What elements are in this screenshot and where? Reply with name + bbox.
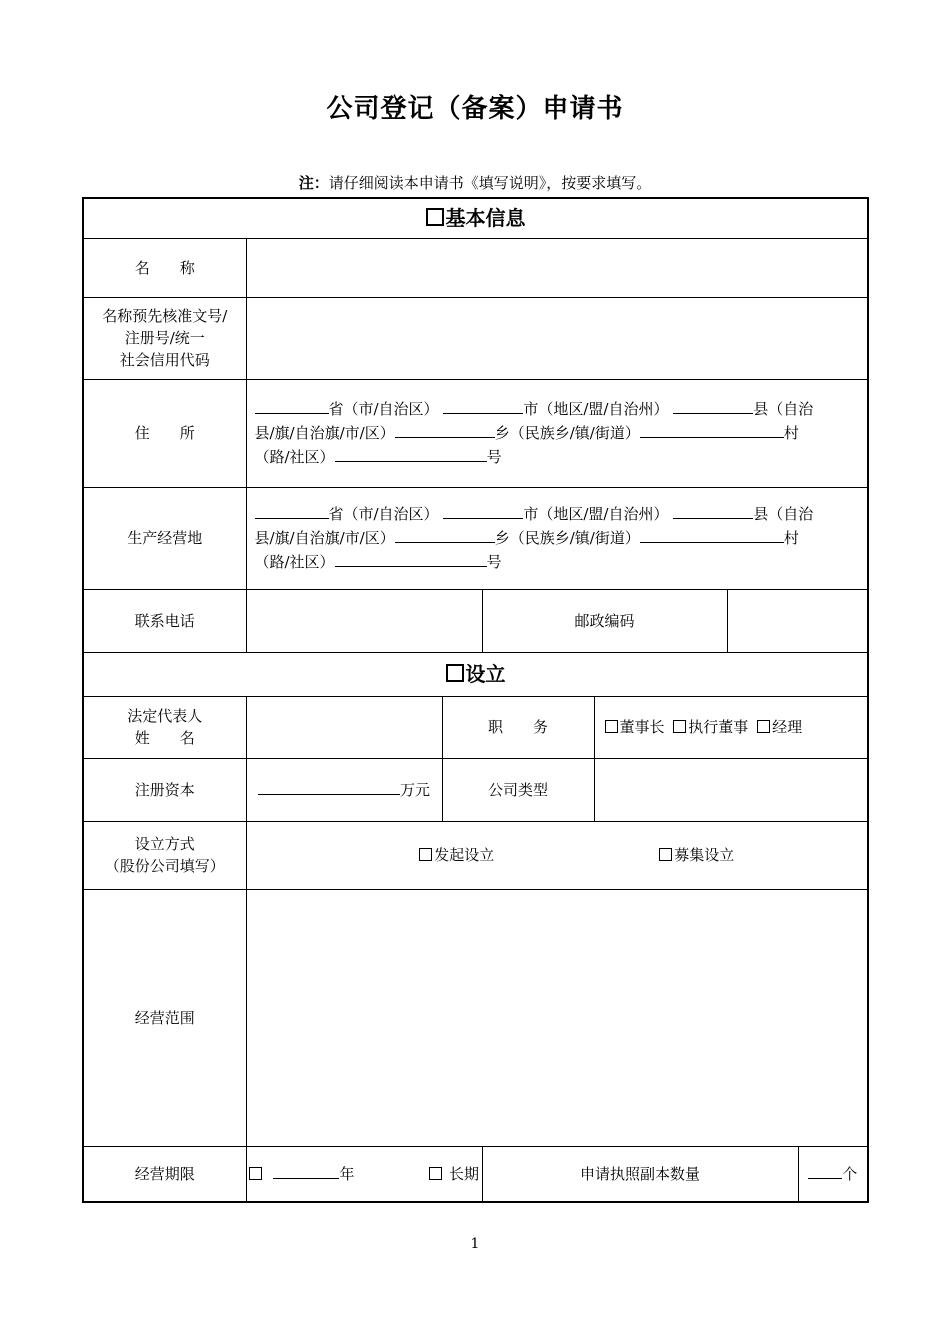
village-text: 村 [783, 529, 799, 547]
note-prefix: 注： [298, 174, 329, 192]
method-label [83, 821, 246, 889]
option-executive-director[interactable] [673, 718, 748, 736]
phone-field[interactable] [246, 589, 482, 652]
method-options [246, 821, 868, 889]
section-setup[interactable] [83, 652, 868, 696]
option-promotion[interactable] [317, 844, 597, 866]
county-blank[interactable] [673, 397, 753, 414]
domicile-address[interactable] [246, 379, 868, 487]
company-type-field[interactable] [594, 758, 868, 821]
county-text-cont: 县/旗/自治旗/市/区） [254, 529, 395, 547]
code-label [83, 297, 246, 379]
checkbox-icon[interactable] [605, 720, 618, 733]
section-basic-heading: 基本信息 [445, 206, 526, 231]
township-blank[interactable] [395, 526, 495, 543]
code-label-line-2: 注册号/统一 [124, 329, 205, 347]
checkbox-icon[interactable] [429, 1167, 442, 1180]
method-label-line-1: 设立方式 [134, 835, 195, 853]
scope-field[interactable] [246, 889, 868, 1146]
note-text: 请仔细阅读本申请书《填写说明》，按要求填写。 [328, 174, 652, 192]
city-blank[interactable] [443, 397, 523, 414]
page-number: 1 [470, 1236, 480, 1252]
number-text: 号 [486, 553, 502, 571]
option-manager[interactable] [757, 718, 802, 736]
copies-blank[interactable] [808, 1162, 842, 1179]
phone-label: 联系电话 [83, 589, 246, 652]
contact-row [83, 589, 868, 652]
copies-label: 申请执照副本数量 [482, 1146, 798, 1202]
legal-rep-label-line-2: 姓 名 [134, 729, 195, 747]
option-years[interactable] [249, 1165, 355, 1183]
option-chairman-label: 董事长 [619, 718, 665, 736]
option-offering[interactable] [597, 844, 797, 866]
capital-label: 注册资本 [83, 758, 246, 821]
legal-rep-label-line-1: 法定代表人 [127, 707, 203, 725]
province-text: 省（市/自治区） [328, 400, 439, 418]
option-manager-label: 经理 [772, 718, 803, 736]
capital-field[interactable] [246, 758, 442, 821]
years-unit: 年 [339, 1165, 355, 1184]
county-text: 县（自治 [753, 505, 814, 523]
section-setup-heading: 设立 [465, 662, 506, 686]
term-options [246, 1146, 482, 1202]
scope-label: 经营范围 [83, 889, 246, 1146]
code-label-line-3: 社会信用代码 [119, 351, 210, 369]
township-text: 乡（民族乡/镇/街道） [494, 424, 640, 442]
capital-row [83, 758, 868, 821]
code-row [83, 297, 868, 379]
county-text: 县（自治 [753, 400, 814, 418]
legal-rep-label [83, 696, 246, 758]
copies-unit: 个 [842, 1165, 858, 1184]
position-options [594, 696, 868, 758]
years-blank[interactable] [273, 1162, 339, 1179]
legal-rep-name-field[interactable] [246, 696, 442, 758]
code-label-line-1: 名称预先核准文号/ [102, 307, 228, 325]
code-field[interactable] [246, 297, 868, 379]
checkbox-icon[interactable] [659, 848, 672, 861]
capital-blank[interactable] [258, 778, 400, 795]
option-executive-director-label: 执行董事 [688, 718, 749, 736]
domicile-label: 住 所 [83, 379, 246, 487]
checkbox-icon[interactable] [419, 848, 432, 861]
application-form [82, 197, 869, 1203]
number-text: 号 [486, 448, 502, 466]
option-promotion-label: 发起设立 [434, 846, 495, 864]
option-long-term[interactable] [429, 1165, 479, 1183]
production-address[interactable] [246, 487, 868, 589]
city-text: 市（地区/盟/自治州） [523, 400, 669, 418]
province-text: 省（市/自治区） [328, 505, 439, 523]
position-label: 职 务 [442, 696, 594, 758]
term-label: 经营期限 [83, 1146, 246, 1202]
section-basic-info[interactable] [83, 198, 868, 238]
scope-row [83, 889, 868, 1146]
postcode-field[interactable] [727, 589, 868, 652]
number-blank[interactable] [335, 445, 487, 462]
company-type-label: 公司类型 [442, 758, 594, 821]
section-basic-info-row [83, 198, 868, 238]
capital-unit: 万元 [399, 781, 430, 799]
province-blank[interactable] [255, 502, 329, 519]
section-checkbox-icon[interactable] [446, 664, 464, 682]
checkbox-icon[interactable] [673, 720, 686, 733]
city-text: 市（地区/盟/自治州） [523, 505, 669, 523]
production-label: 生产经营地 [83, 487, 246, 589]
term-row [83, 1146, 868, 1202]
domicile-row [83, 379, 868, 487]
instruction-note [0, 172, 950, 193]
province-blank[interactable] [255, 397, 329, 414]
checkbox-icon[interactable] [757, 720, 770, 733]
county-text-cont: 县/旗/自治旗/市/区） [254, 424, 395, 442]
method-label-line-2: （股份公司填写） [104, 857, 225, 875]
copies-field[interactable] [798, 1146, 868, 1202]
township-text: 乡（民族乡/镇/街道） [494, 529, 640, 547]
section-checkbox-icon[interactable] [426, 208, 444, 226]
production-row [83, 487, 868, 589]
village-blank[interactable] [640, 526, 784, 543]
county-blank[interactable] [673, 502, 753, 519]
road-text: （路/社区） [254, 448, 335, 466]
long-term-label: 长期 [449, 1165, 480, 1184]
page-title: 公司登记（备案）申请书 [326, 94, 624, 124]
name-field[interactable] [246, 238, 868, 297]
option-chairman[interactable] [605, 718, 665, 736]
legal-rep-row [83, 696, 868, 758]
checkbox-icon[interactable] [249, 1167, 262, 1180]
name-label: 名 称 [83, 238, 246, 297]
road-text: （路/社区） [254, 553, 335, 571]
postcode-label: 邮政编码 [482, 589, 727, 652]
section-setup-row [83, 652, 868, 696]
village-blank[interactable] [640, 421, 784, 438]
name-row [83, 238, 868, 297]
method-row [83, 821, 868, 889]
township-blank[interactable] [395, 421, 495, 438]
city-blank[interactable] [443, 502, 523, 519]
number-blank[interactable] [335, 550, 487, 567]
option-offering-label: 募集设立 [674, 846, 735, 864]
village-text: 村 [783, 424, 799, 442]
